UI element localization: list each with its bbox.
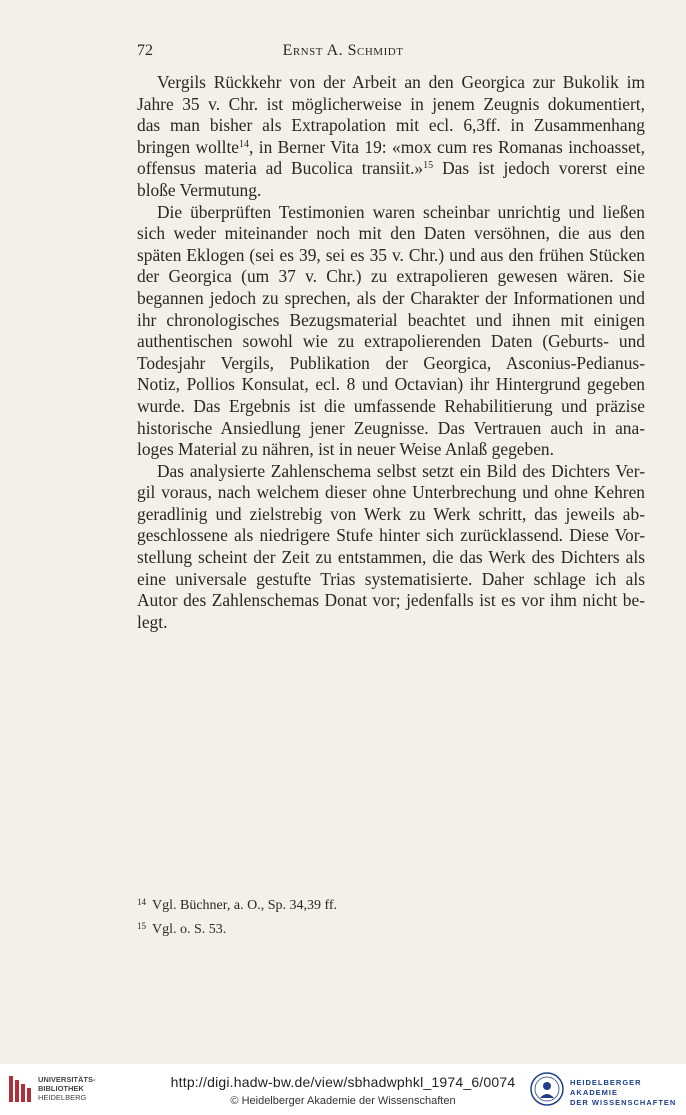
library-name-line-1: UNIVERSITÄTS-: [38, 1075, 96, 1084]
text-line: offensus materia ad Bucolica transiit.»$^{15}$ Das ist jedoch vorerst eine: [137, 158, 645, 179]
text-line: der Georgica (um 37 v. Chr.) zu extrapolieren gewesen wären. Sie: [137, 266, 645, 287]
footnote-mark: 15: [137, 921, 146, 931]
body-text: [137, 72, 645, 633]
text-line: gil voraus, nach welchem dieser ohne Unterbrechung und ohne Kehren: [137, 482, 645, 503]
library-city: HEIDELBERG: [38, 1093, 87, 1102]
footnote-mark: 14: [137, 897, 146, 907]
text-line: historische Ansiedlung jener Zeugnisse. Das Vertrauen auch in ana-: [137, 417, 645, 438]
viewer-footer: [0, 1064, 686, 1115]
text-line: Vergils Rückkehr von der Arbeit an den Georgica zur Bukolik im: [157, 72, 645, 92]
academy-name-line-2: DER WISSENSCHAFTEN: [570, 1098, 677, 1107]
text-line: sich weder miteinander noch mit den Daten versöhnen, die aus den: [137, 223, 645, 244]
text-line: bringen wollte$^{14}$, in Berner Vita 19: «mox cum res Romanas inchoasset,: [137, 136, 645, 157]
text-line: loges Material zu nähren, ist in neuer Weise Anlaß gegeben.: [137, 439, 554, 460]
text-line: geschlossene als niedrigere Stufe hinter sich zurücklassend. Diese Vor-: [137, 525, 645, 546]
text-line: begannen jedoch zu sprechen, als der Charakter der Informationen und: [137, 287, 645, 308]
permalink-url[interactable]: http://digi.hadw-bw.de/view/sbhadwphkl_1974_6/0074: [170, 1074, 516, 1090]
running-head: Ernst A. Schmidt: [282, 42, 404, 59]
text-line: Die überprüften Testimonien waren scheinbar unrichtig und ließen: [157, 201, 645, 222]
footnote-text: Vgl. Büchner, a. O., Sp. 34,39 ff.: [152, 898, 338, 913]
text-line: Todesjahr Vergils, Publikation der Georgica, Asconius-Pedianus-: [137, 352, 645, 373]
footnotes: [137, 892, 337, 940]
footnote: [137, 892, 337, 916]
text-line: bloße Vermutung.: [137, 179, 262, 200]
footnote: [137, 916, 337, 940]
academy-name: [570, 1078, 686, 1108]
text-line: Notiz, Pollios Konsulat, ecl. 8 und Octavian) ihr Hintergrund gegeben: [137, 374, 645, 395]
text-line: späten Eklogen (sei es 39, sei es 35 v. Chr.) und aus den frühen Stücken: [137, 244, 645, 265]
text-line: wurde. Das Ergebnis ist die umfassende Rehabilitierung und präzise: [137, 395, 645, 416]
text-line: das man bisher als Extrapolation mit ecl. 6,3ff. in Zusammenhang: [137, 115, 645, 136]
text-line: ihr chronologisches Bezugsmaterial beachtet und ihnen mit einigen: [137, 309, 645, 330]
text-line: authentischen sowohl wie zu extrapolierenden Daten (Geburts- und: [137, 331, 645, 352]
text-line: eine universale gestufte Trias systematisierte. Daher schlage ich als: [137, 568, 645, 589]
text-line: legt.: [137, 611, 168, 632]
footnote-reference: 14: [239, 138, 249, 150]
text-line: Jahre 35 v. Chr. ist möglicherweise in jenem Zeugnis dokumentiert,: [137, 93, 645, 114]
text-line: geradlinig und zielstrebig von Werk zu Werk schritt, das jeweils ab-: [137, 503, 645, 524]
page-number: 72: [137, 42, 153, 59]
academy-name-line-1: HEIDELBERGER AKADEMIE: [570, 1078, 642, 1097]
text-line: stellung scheint der Zeit zu entstammen, die das Werk des Dichters als: [137, 547, 645, 568]
library-name-line-2: BIBLIOTHEK: [38, 1084, 84, 1093]
text-line: Das analysierte Zahlenschema selbst setzt ein Bild des Dichters Ver-: [157, 460, 645, 481]
footnote-reference: 15: [423, 160, 434, 172]
footnote-text: Vgl. o. S. 53.: [152, 922, 227, 937]
text-line: Autor des Zahlenschemas Donat vor; jedenfalls ist es vor ihm nicht be-: [137, 590, 645, 611]
academy-seal-icon: [530, 1072, 564, 1106]
copyright-notice: © Heidelberger Akademie der Wissenschaften: [230, 1095, 456, 1107]
page-header: [137, 42, 549, 66]
